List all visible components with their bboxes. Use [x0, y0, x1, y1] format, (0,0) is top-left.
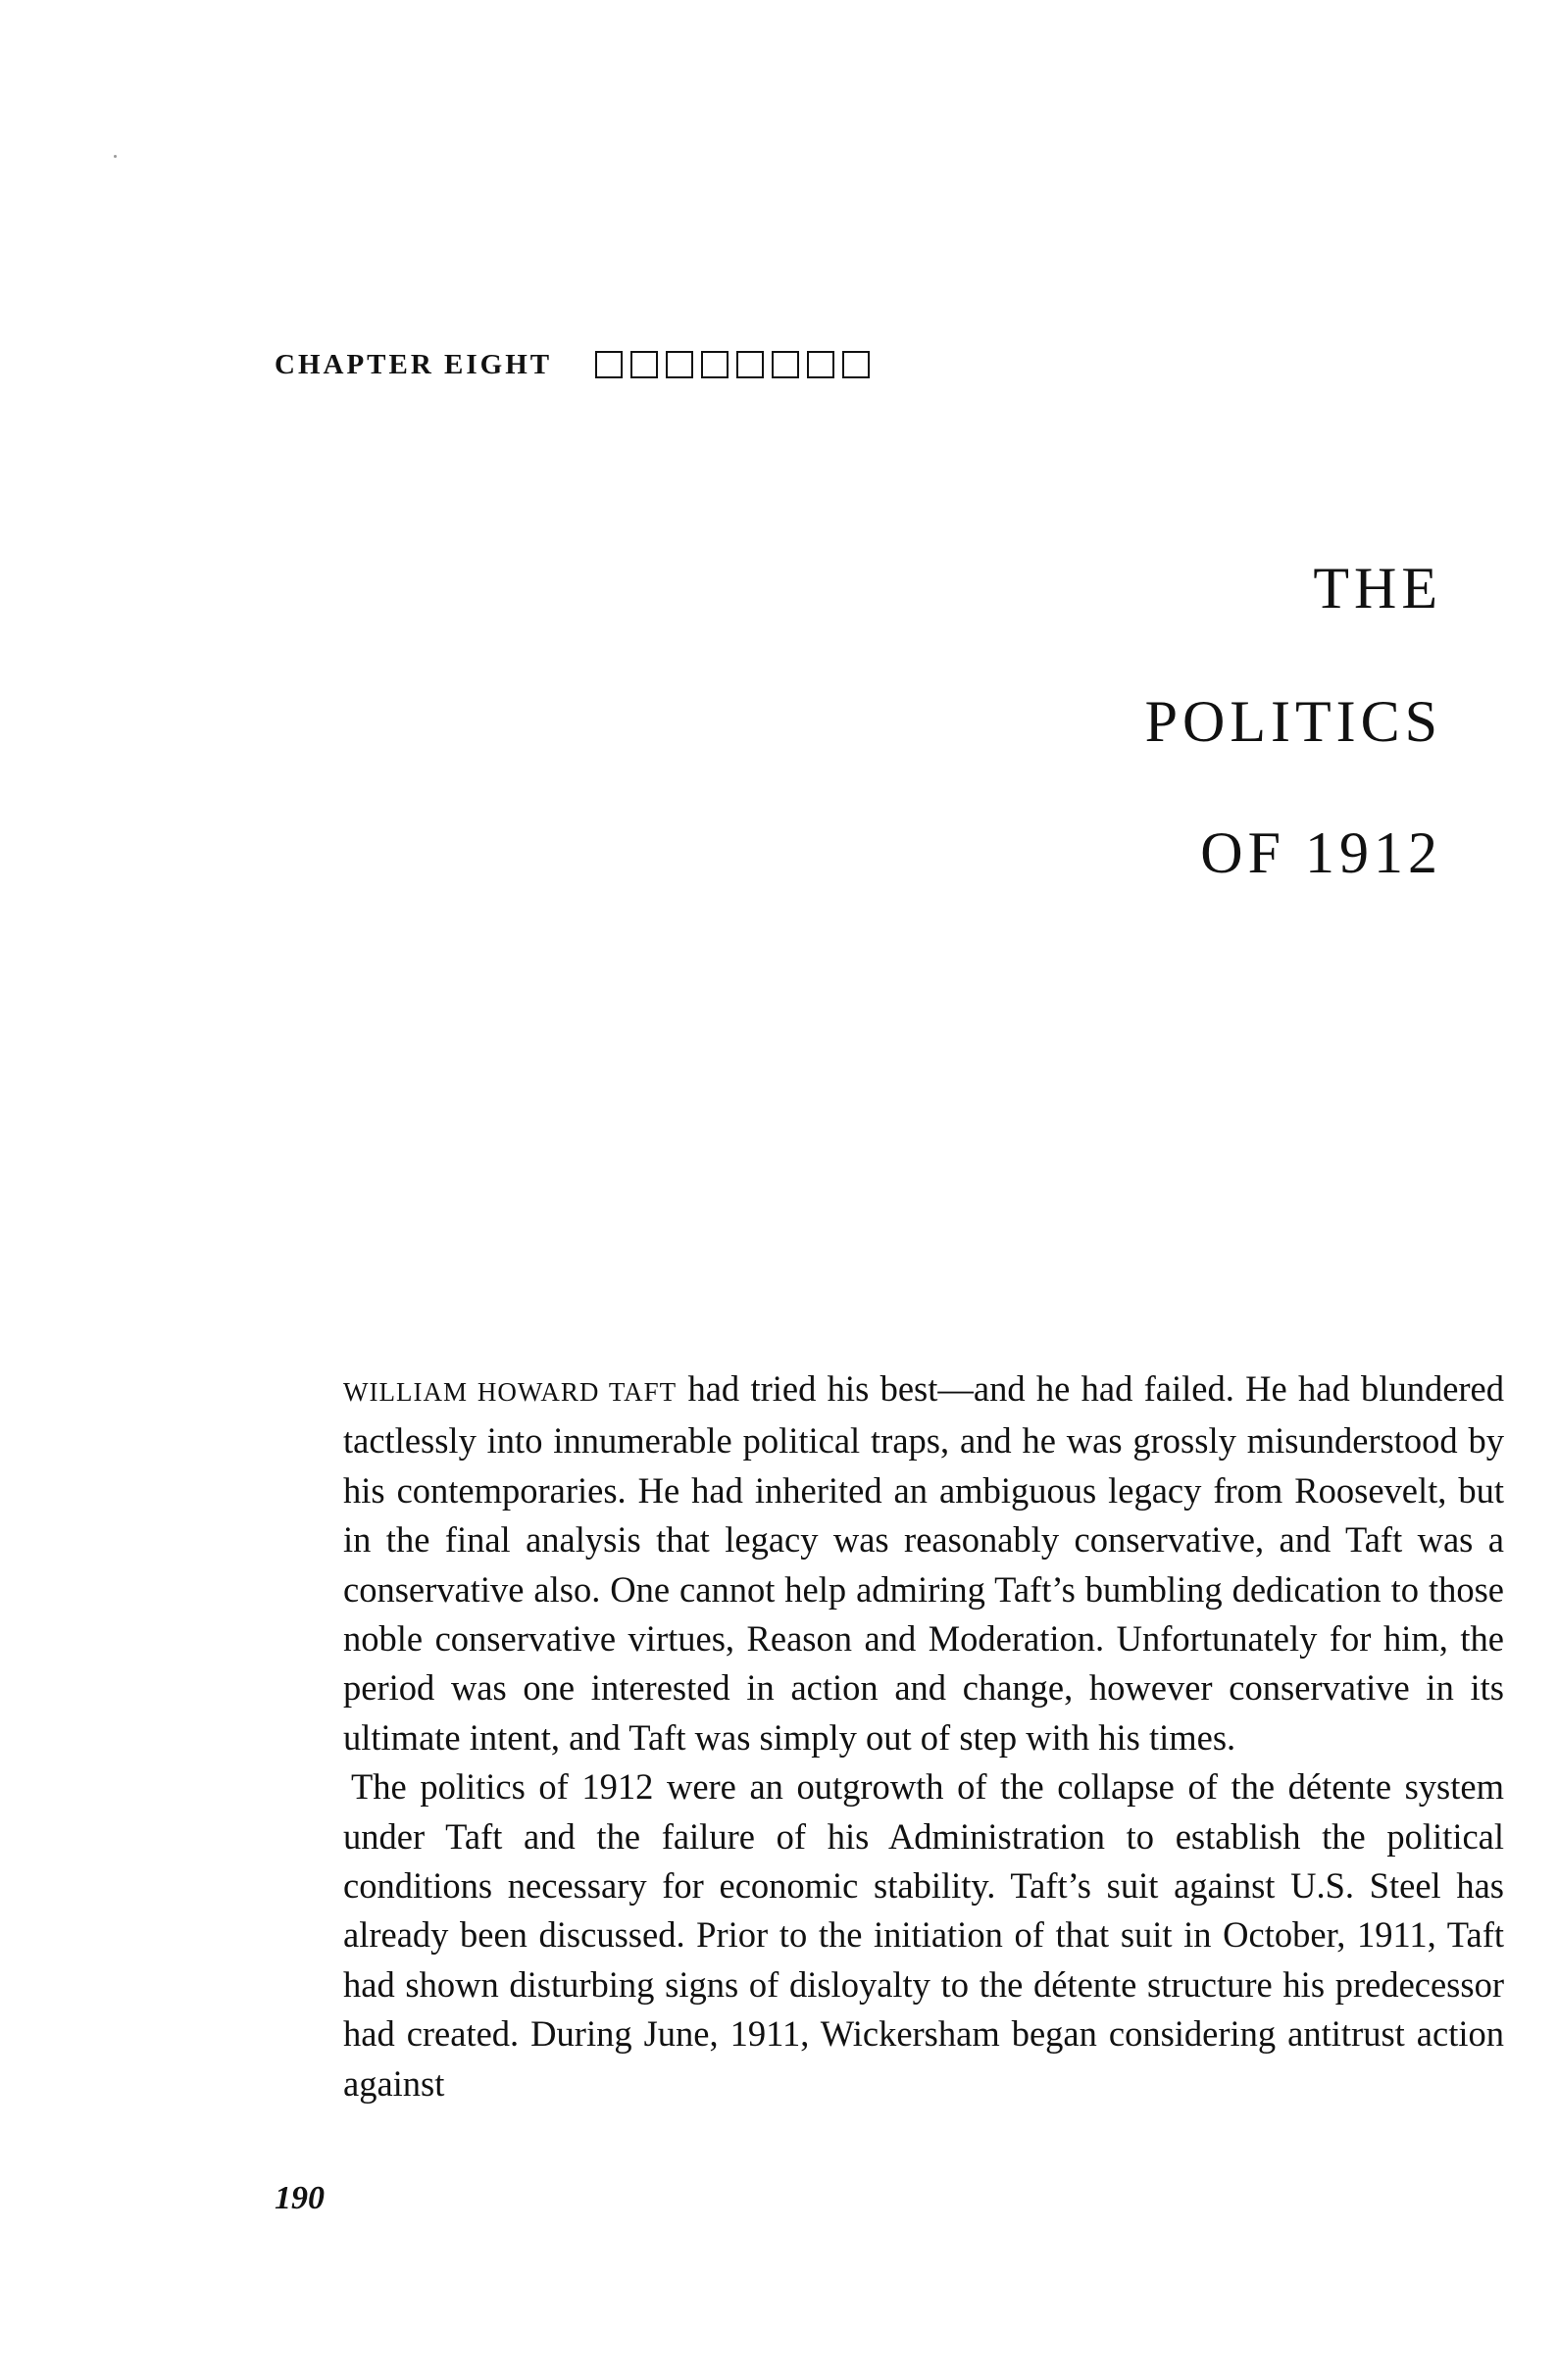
- paragraph-2: The politics of 1912 were an outgrowth of the collapse of the détente system under Taft and the failure of his Administration to establish the political conditions necessary for economic stability. Taft’s suit against U.S. Steel has already been discussed. Prior to the initiation of that suit in October, 1911, Taft had shown disturbing signs of disloyalty to the détente structure his predecessor had created. During June, 1911, Wickersham began considering antitrust action against: [343, 1766, 1504, 2104]
- ornament-box: [666, 351, 693, 378]
- chapter-title-line-3: OF 1912: [1200, 820, 1442, 885]
- chapter-ornament: [595, 351, 870, 378]
- body-text: [343, 1364, 1504, 2108]
- ornament-box: [595, 351, 623, 378]
- ornament-box: [772, 351, 799, 378]
- ornament-box: [807, 351, 834, 378]
- ornament-box: [630, 351, 658, 378]
- chapter-heading: [275, 343, 870, 386]
- ornament-box: [736, 351, 764, 378]
- chapter-label: CHAPTER EIGHT: [275, 348, 553, 380]
- paragraph-1-text: had tried his best—and he had failed. He had blundered tactlessly into innumerable political traps, and he was grossly misunderstood by his contemporaries. He had inherited an ambiguous legacy from Roosevelt, but in the final analysis that legacy was reasonably conservative, and Taft was a conservative also. One cannot help admiring Taft’s bumbling dedication to those noble conservative virtues, Reason and Moderation. Unfortunately for him, the period was one interested in action and change, however conservative in its ultimate intent, and Taft was simply out of step with his times.: [343, 1368, 1504, 1758]
- chapter-title-line-1: THE: [1313, 556, 1442, 620]
- scan-speck: [114, 155, 117, 158]
- paragraph-1: [343, 1364, 1504, 1762]
- lead-in-smallcaps: WILLIAM HOWARD TAFT: [343, 1377, 678, 1407]
- ornament-box: [701, 351, 729, 378]
- ornament-box: [842, 351, 870, 378]
- chapter-title-line-2: POLITICS: [1144, 689, 1442, 754]
- page-number: 190: [275, 2180, 325, 2216]
